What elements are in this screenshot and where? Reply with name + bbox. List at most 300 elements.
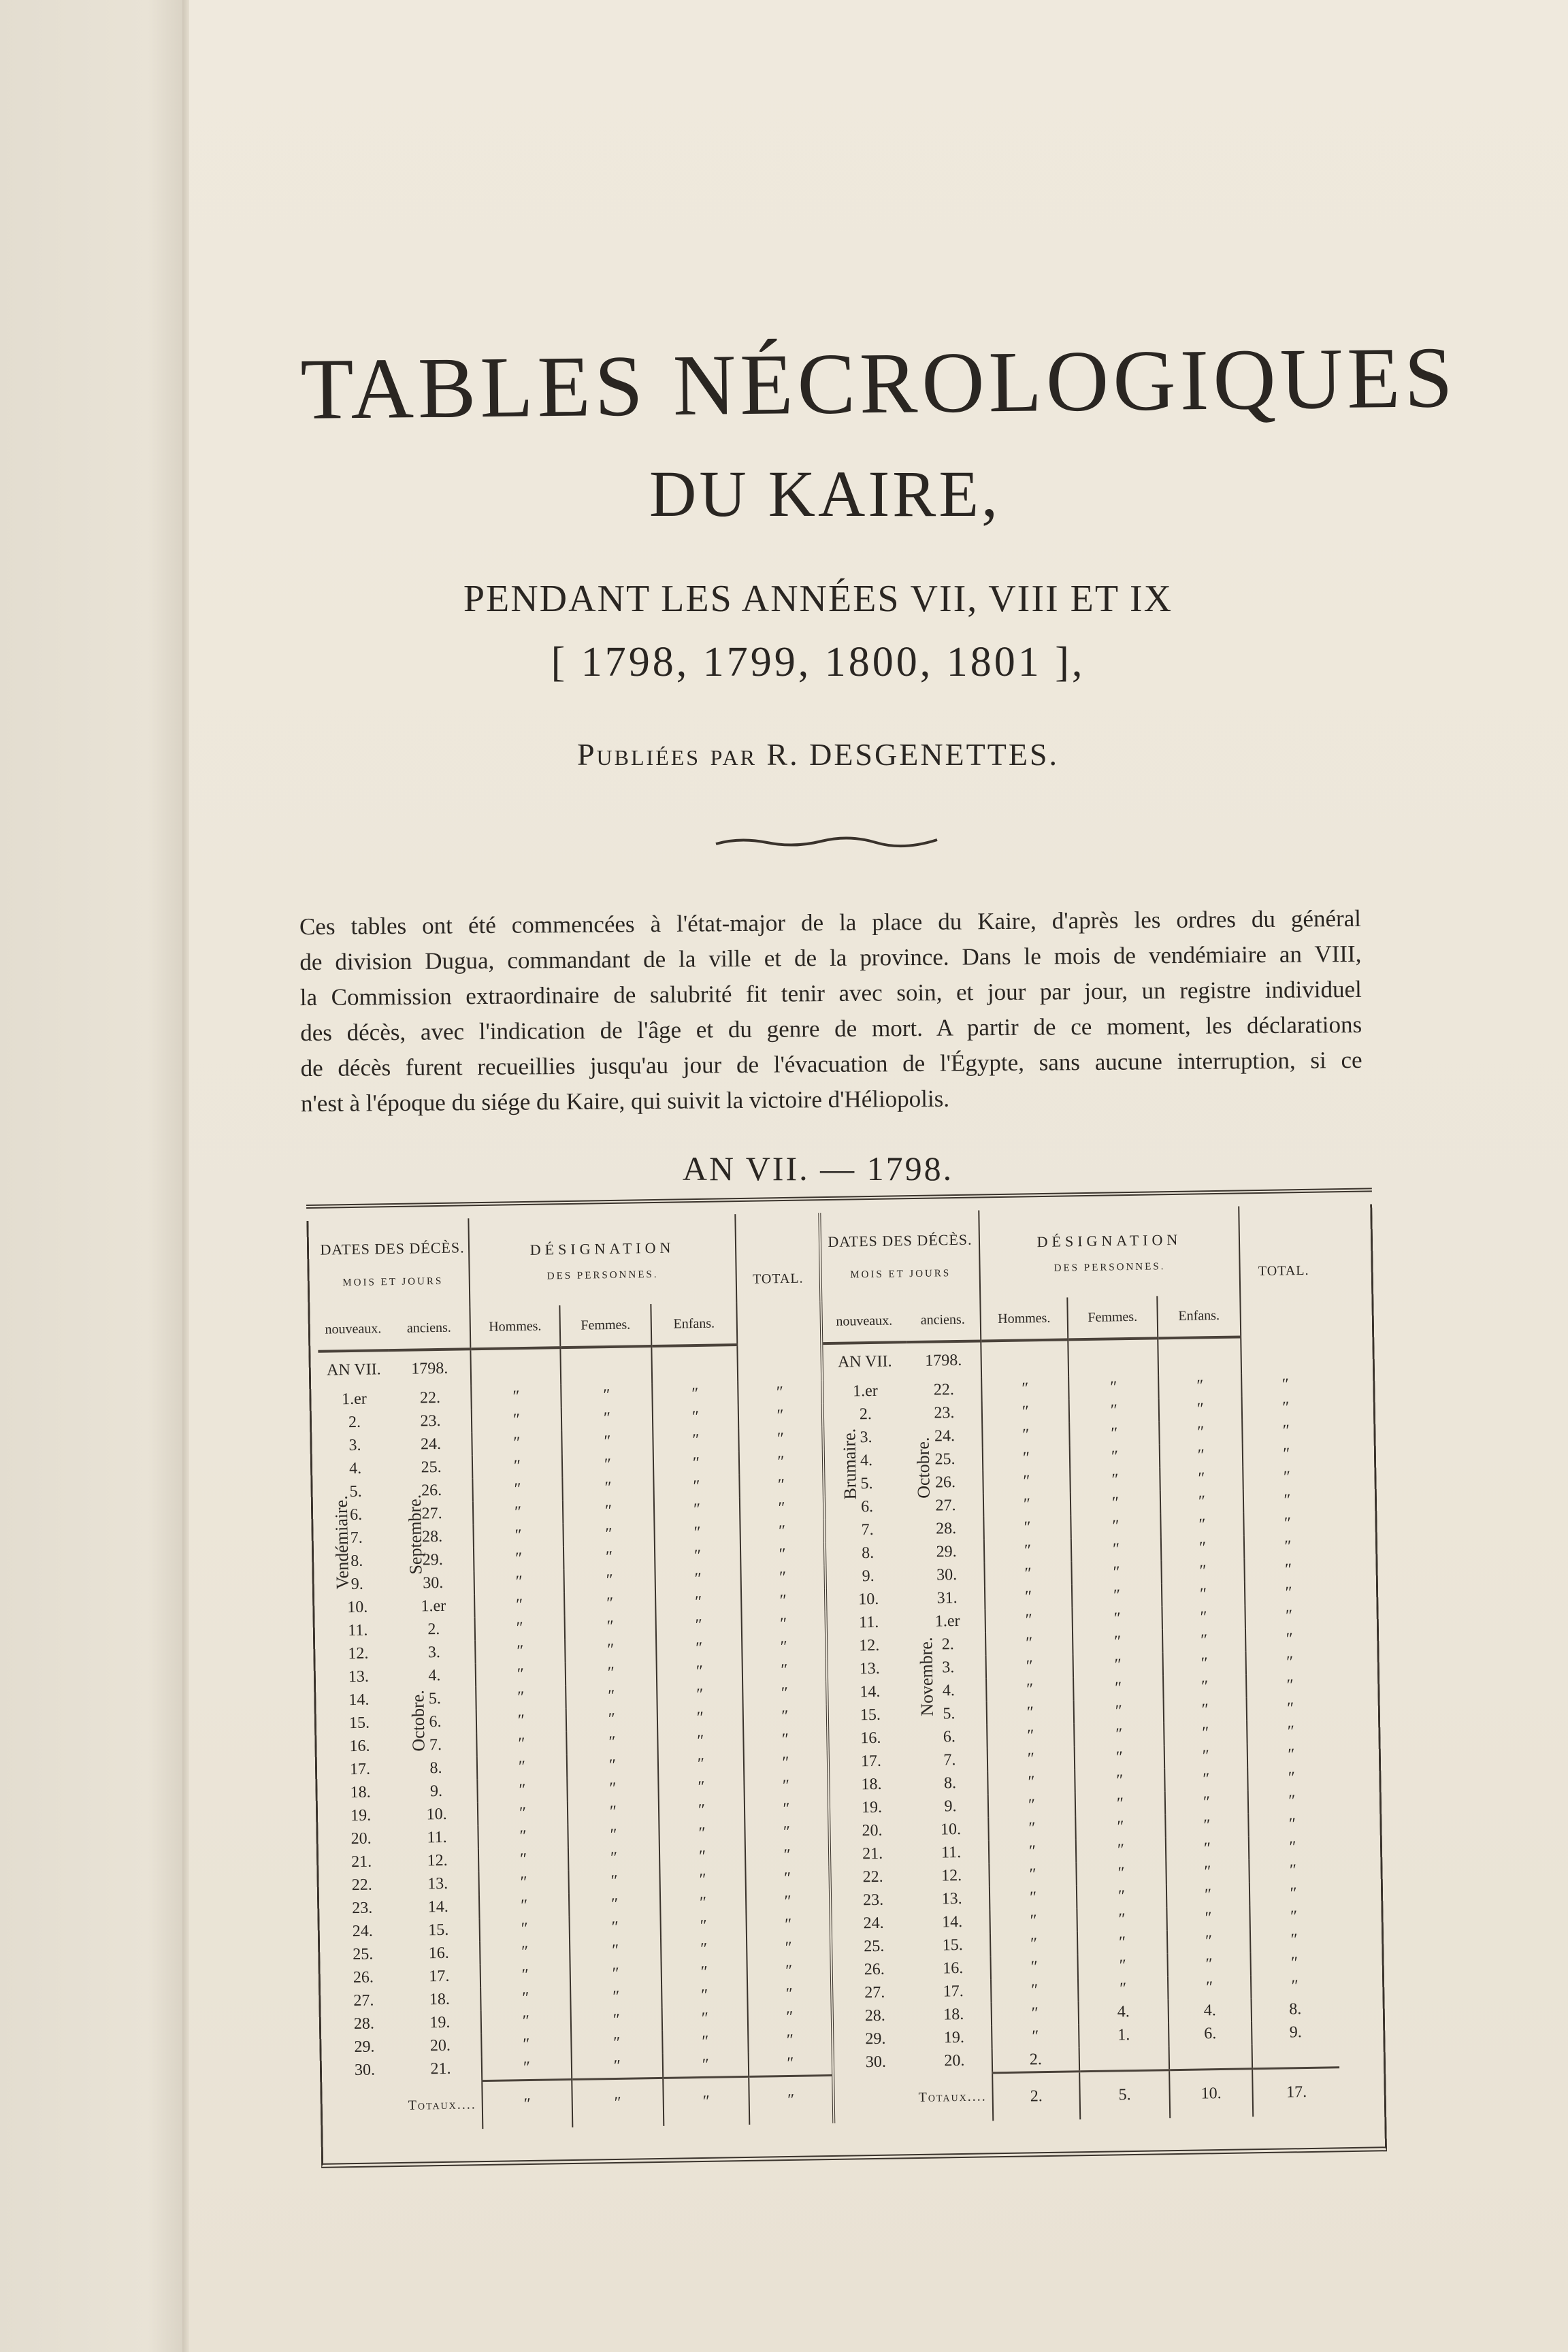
total-value: ″ bbox=[740, 1519, 825, 1544]
month-label: Septembre. bbox=[404, 1494, 426, 1575]
hommes-value: ″ bbox=[476, 1662, 566, 1686]
day-nouveau: 11. bbox=[348, 1621, 368, 1639]
femmes-value: ″ bbox=[1071, 1490, 1161, 1515]
total-value: ″ bbox=[740, 1565, 826, 1590]
hommes-value: 2. bbox=[992, 2047, 1080, 2073]
hommes-header: Hommes. bbox=[980, 1297, 1068, 1341]
total-sum: ″ bbox=[572, 2078, 664, 2127]
dates-header bbox=[819, 1210, 980, 1301]
day-ancien: 28. bbox=[909, 1516, 984, 1541]
day-ancien: 17. bbox=[916, 1979, 992, 2004]
femmes-value: ″ bbox=[568, 1869, 660, 1893]
enfans-value: ″ bbox=[1162, 1605, 1245, 1629]
total-value: ″ bbox=[1284, 1514, 1292, 1532]
designation-header bbox=[468, 1214, 736, 1307]
day-nouveau: 6. bbox=[349, 1505, 363, 1524]
page-title: TABLES NÉCROLOGIQUES bbox=[299, 329, 1458, 438]
day-ancien: 16. bbox=[915, 1956, 991, 1980]
femmes-value: ″ bbox=[561, 1406, 653, 1431]
necrology-table bbox=[306, 1188, 1387, 2168]
enfans-value: ″ bbox=[656, 1636, 742, 1661]
enfans-value: ″ bbox=[654, 1497, 740, 1522]
femmes-value: ″ bbox=[1073, 1676, 1164, 1700]
enfans-value: ″ bbox=[657, 1659, 743, 1684]
day-ancien: 1.er bbox=[910, 1609, 985, 1633]
enfans-value: ″ bbox=[660, 1891, 747, 1915]
day-nouveau: 4. bbox=[348, 1459, 362, 1477]
day-nouveau: 6. bbox=[860, 1497, 874, 1516]
total-value: ″ bbox=[1285, 1606, 1293, 1624]
day-nouveau: 1.er bbox=[341, 1390, 368, 1408]
total-value: ″ bbox=[742, 1681, 828, 1705]
femmes-value: ″ bbox=[566, 1684, 657, 1708]
total-value: ″ bbox=[738, 1426, 823, 1451]
enfans-value: ″ bbox=[1161, 1558, 1245, 1583]
month-label: Vendémiaire. bbox=[331, 1495, 353, 1590]
day-ancien: 20. bbox=[399, 2034, 482, 2058]
enfans-value: ″ bbox=[655, 1544, 741, 1568]
designation-header bbox=[979, 1206, 1240, 1298]
femmes-value: ″ bbox=[1075, 1768, 1165, 1793]
hommes-value: ″ bbox=[475, 1639, 566, 1663]
enfans-value: ″ bbox=[1161, 1535, 1245, 1560]
hommes-value: ″ bbox=[476, 1708, 567, 1733]
intro-paragraph bbox=[299, 901, 1362, 1122]
enfans-value: ″ bbox=[1158, 1373, 1242, 1398]
day-nouveau: 8. bbox=[350, 1552, 363, 1570]
total-value: ″ bbox=[744, 1774, 829, 1798]
femmes-value: ″ bbox=[564, 1568, 655, 1592]
total-sum: 2. bbox=[992, 2072, 1080, 2121]
day-nouveau: 21. bbox=[350, 1852, 372, 1871]
hommes-value: ″ bbox=[476, 1731, 567, 1756]
ornament-divider bbox=[713, 832, 941, 852]
day-ancien: 5. bbox=[912, 1701, 987, 1726]
cell bbox=[470, 1348, 561, 1386]
total-value: ″ bbox=[1282, 1398, 1290, 1417]
total-value: ″ bbox=[742, 1635, 827, 1659]
enfans-value: ″ bbox=[1164, 1767, 1248, 1791]
femmes-value: ″ bbox=[570, 1938, 662, 1963]
femmes-value: ″ bbox=[571, 2008, 663, 2032]
day-nouveau: 23. bbox=[862, 1891, 884, 1909]
hommes-value: ″ bbox=[982, 1422, 1070, 1447]
femmes-value: ″ bbox=[1074, 1722, 1164, 1746]
femmes-value: ″ bbox=[1075, 1745, 1165, 1769]
day-ancien: 7. bbox=[913, 1748, 988, 1772]
day-ancien: 15. bbox=[915, 1933, 991, 1957]
day-ancien: 10. bbox=[396, 1802, 478, 1827]
total-value: ″ bbox=[745, 1866, 830, 1891]
enfans-value: ″ bbox=[658, 1775, 745, 1799]
femmes-value: ″ bbox=[1073, 1629, 1163, 1654]
femmes-value: ″ bbox=[1075, 1791, 1166, 1816]
enfans-value: ″ bbox=[653, 1405, 739, 1429]
hommes-value: ″ bbox=[986, 1654, 1074, 1678]
total-value: ″ bbox=[746, 1912, 831, 1937]
femmes-value: ″ bbox=[563, 1499, 655, 1523]
personnes-label: DES PERSONNES. bbox=[1054, 1260, 1166, 1274]
day-ancien: 24. bbox=[390, 1432, 472, 1456]
years-line: PENDANT LES ANNÉES VII, VIII ET IX bbox=[463, 578, 1173, 620]
total-value: ″ bbox=[741, 1588, 826, 1613]
an-label: AN VII. bbox=[326, 1360, 381, 1379]
total-value: ″ bbox=[1287, 1722, 1295, 1740]
femmes-value: 1. bbox=[1079, 2023, 1169, 2047]
section-title: AN VII. — 1798. bbox=[682, 1149, 954, 1188]
designation-title: DÉSIGNATION bbox=[1036, 1230, 1182, 1250]
femmes-value: ″ bbox=[570, 1984, 662, 2009]
total-value: ″ bbox=[745, 1843, 830, 1867]
day-nouveau: 24. bbox=[352, 1922, 373, 1940]
death-table bbox=[316, 1205, 1340, 2131]
day-ancien: 28. bbox=[391, 1524, 474, 1549]
total-value: ″ bbox=[1290, 1907, 1298, 1925]
mois-jours-label: MOIS ET JOURS bbox=[342, 1275, 444, 1288]
day-nouveau: 14. bbox=[860, 1682, 881, 1701]
day-ancien: 23. bbox=[907, 1401, 983, 1425]
day-ancien: 4. bbox=[394, 1663, 476, 1688]
femmes-value: ″ bbox=[570, 1961, 662, 1986]
total-value: ″ bbox=[1291, 1976, 1298, 1995]
femmes-value: ″ bbox=[569, 1892, 661, 1916]
day-ancien: 14. bbox=[397, 1895, 480, 1919]
day-nouveau: 16. bbox=[349, 1737, 370, 1755]
day-ancien: 27. bbox=[391, 1501, 474, 1526]
femmes-value: ″ bbox=[568, 1846, 660, 1870]
day-nouveau: 10. bbox=[858, 1590, 879, 1608]
dates-title: DATES DES DÉCÈS. bbox=[320, 1238, 465, 1258]
day-nouveau: 25. bbox=[353, 1945, 374, 1963]
femmes-value: ″ bbox=[1069, 1398, 1160, 1422]
femmes-value: ″ bbox=[1069, 1421, 1160, 1446]
totals-label: Totaux.... bbox=[329, 2081, 483, 2132]
hommes-value: ″ bbox=[985, 1607, 1073, 1632]
enfans-value: ″ bbox=[1166, 1859, 1250, 1884]
day-nouveau: 8. bbox=[861, 1544, 875, 1562]
femmes-value: ″ bbox=[565, 1637, 657, 1662]
femmes-value: ″ bbox=[1071, 1537, 1162, 1561]
total-sum: ″ bbox=[749, 2075, 834, 2124]
total-header: TOTAL. bbox=[1258, 1262, 1309, 1279]
enfans-value: ″ bbox=[653, 1451, 740, 1475]
day-nouveau: 10. bbox=[347, 1598, 368, 1616]
cell bbox=[560, 1346, 652, 1384]
hommes-value: ″ bbox=[475, 1616, 566, 1640]
hommes-value: ″ bbox=[990, 1931, 1078, 1956]
femmes-value: ″ bbox=[571, 2031, 663, 2055]
enfans-value: ″ bbox=[653, 1428, 739, 1452]
day-ancien: 19. bbox=[399, 2010, 482, 2035]
dates-header bbox=[316, 1218, 470, 1309]
enfans-value: ″ bbox=[1162, 1651, 1246, 1676]
hommes-value: ″ bbox=[471, 1384, 561, 1409]
femmes-header: Femmes. bbox=[559, 1304, 651, 1348]
enfans-value: 4. bbox=[1169, 1998, 1252, 2023]
enfans-value: ″ bbox=[661, 1937, 747, 1961]
day-ancien: 12. bbox=[914, 1863, 990, 1888]
enfans-value: ″ bbox=[653, 1474, 740, 1499]
total-value: ″ bbox=[1286, 1652, 1294, 1671]
enfans-value: ″ bbox=[1164, 1720, 1247, 1745]
day-ancien: 24. bbox=[907, 1424, 983, 1448]
femmes-value: ″ bbox=[567, 1753, 659, 1778]
hommes-value: ″ bbox=[472, 1431, 562, 1455]
femmes-value: ″ bbox=[561, 1429, 653, 1454]
total-value: ″ bbox=[740, 1542, 826, 1567]
enfans-value: ″ bbox=[1166, 1882, 1250, 1907]
hommes-value: ″ bbox=[986, 1677, 1074, 1701]
total-value: ″ bbox=[740, 1496, 825, 1520]
paragraph-line: Ces tables ont été commencées à l'état-major de la place du Kaire, d'après les ordres du général bbox=[299, 904, 1362, 941]
day-ancien: 14. bbox=[915, 1910, 990, 1934]
total-value: ″ bbox=[1290, 1930, 1298, 1948]
cell bbox=[1158, 1337, 1241, 1375]
day-ancien: 30. bbox=[392, 1571, 474, 1595]
enfans-value: ″ bbox=[657, 1705, 744, 1730]
femmes-value bbox=[1079, 2046, 1170, 2072]
hommes-value: ″ bbox=[473, 1523, 564, 1548]
enfans-value: ″ bbox=[660, 1914, 747, 1938]
total-value: ″ bbox=[743, 1727, 828, 1752]
hommes-value: ″ bbox=[472, 1407, 562, 1432]
day-ancien: 21. bbox=[400, 2057, 483, 2082]
day-nouveau: 18. bbox=[350, 1783, 371, 1801]
day-nouveau: 29. bbox=[865, 2029, 886, 2048]
femmes-value: ″ bbox=[1077, 1953, 1168, 1978]
enfans-value: ″ bbox=[1160, 1512, 1244, 1537]
day-nouveau: 9. bbox=[350, 1575, 363, 1593]
hommes-value: ″ bbox=[472, 1477, 563, 1501]
enfans-value: ″ bbox=[663, 2053, 749, 2078]
total-value: ″ bbox=[1282, 1421, 1290, 1440]
hommes-value: ″ bbox=[480, 1940, 570, 1964]
total-value: ″ bbox=[1287, 1699, 1294, 1717]
enfans-value: ″ bbox=[1159, 1396, 1243, 1421]
total-value: ″ bbox=[747, 1959, 832, 1983]
hommes-value: ″ bbox=[983, 1492, 1071, 1516]
month-label: Novembre. bbox=[916, 1637, 937, 1716]
femmes-value: ″ bbox=[566, 1730, 658, 1754]
enfans-value: ″ bbox=[1160, 1443, 1243, 1467]
total-value: ″ bbox=[1286, 1676, 1294, 1694]
hommes-value: ″ bbox=[984, 1538, 1072, 1563]
cell bbox=[651, 1345, 738, 1383]
enfans-value: ″ bbox=[1168, 1975, 1252, 1999]
femmes-value: ″ bbox=[563, 1522, 655, 1546]
enfans-value: ″ bbox=[1166, 1836, 1250, 1861]
enfans-value: ″ bbox=[1165, 1790, 1249, 1814]
femmes-value: ″ bbox=[1070, 1444, 1160, 1469]
enfans-value bbox=[1169, 2044, 1253, 2070]
enfans-value: ″ bbox=[1167, 1952, 1251, 1976]
total-value: 8. bbox=[1289, 1999, 1302, 2018]
enfans-value: ″ bbox=[657, 1729, 744, 1753]
total-sum: 17. bbox=[1252, 2068, 1340, 2117]
hommes-value: ″ bbox=[983, 1515, 1071, 1539]
hommes-value: ″ bbox=[992, 2001, 1079, 2025]
femmes-value: ″ bbox=[568, 1823, 659, 1847]
paragraph-line: des décès, avec l'indication de l'âge et du genre de mort. A partir de ce moment, les déclarations bbox=[300, 1011, 1362, 1047]
total-sum: 5. bbox=[1079, 2070, 1170, 2119]
total-value bbox=[1252, 2043, 1340, 2069]
day-ancien: 16. bbox=[398, 1941, 480, 1965]
hommes-value: ″ bbox=[985, 1631, 1073, 1655]
dates-line: [ 1798, 1799, 1800, 1801 ], bbox=[551, 639, 1085, 685]
day-nouveau: 21. bbox=[862, 1844, 883, 1863]
day-nouveau: 16. bbox=[860, 1729, 881, 1747]
femmes-value: ″ bbox=[1077, 1930, 1168, 1955]
enfans-value: ″ bbox=[659, 1821, 745, 1846]
day-ancien: 30. bbox=[909, 1563, 985, 1587]
total-value: ″ bbox=[749, 2051, 834, 2076]
day-nouveau: 22. bbox=[351, 1876, 372, 1894]
total-value: ″ bbox=[1288, 1745, 1295, 1763]
femmes-value: 4. bbox=[1079, 1999, 1169, 2024]
hommes-value: ″ bbox=[987, 1769, 1075, 1794]
day-nouveau: 7. bbox=[861, 1520, 874, 1539]
day-nouveau: 25. bbox=[864, 1937, 885, 1955]
day-nouveau: 17. bbox=[349, 1760, 371, 1778]
total-value: ″ bbox=[746, 1889, 831, 1914]
femmes-value: ″ bbox=[564, 1545, 655, 1569]
paragraph-line: n'est à l'époque du siége du Kaire, qui suivit la victoire d'Héliopolis. bbox=[300, 1085, 950, 1117]
hommes-value: ″ bbox=[480, 1986, 571, 2010]
day-nouveau: 15. bbox=[860, 1705, 881, 1724]
day-ancien: 6. bbox=[912, 1725, 987, 1749]
hommes-value: ″ bbox=[478, 1801, 568, 1825]
total-value: ″ bbox=[1290, 1953, 1298, 1972]
day-nouveau: 15. bbox=[348, 1714, 370, 1732]
day-ancien: 8. bbox=[913, 1771, 988, 1795]
hommes-value: ″ bbox=[989, 1839, 1077, 1863]
month-label: Octobre. bbox=[408, 1690, 429, 1752]
day-ancien: 15. bbox=[398, 1918, 480, 1942]
femmes-value: ″ bbox=[1076, 1861, 1166, 1885]
day-ancien: 10. bbox=[913, 1817, 989, 1842]
hommes-value: ″ bbox=[472, 1454, 563, 1478]
day-nouveau: 29. bbox=[354, 2038, 375, 2056]
day-nouveau: 19. bbox=[861, 1798, 883, 1816]
day-ancien: 7. bbox=[395, 1733, 477, 1757]
total-value: ″ bbox=[1286, 1629, 1293, 1648]
day-ancien: 3. bbox=[911, 1655, 987, 1680]
enfans-value: ″ bbox=[1164, 1744, 1248, 1768]
enfans-value: ″ bbox=[1167, 1929, 1251, 1953]
total-value: ″ bbox=[747, 1936, 832, 1960]
femmes-value: ″ bbox=[1077, 1884, 1167, 1908]
hommes-value: ″ bbox=[481, 2032, 572, 2057]
day-nouveau: 2. bbox=[859, 1405, 872, 1423]
total-header: TOTAL. bbox=[735, 1213, 821, 1345]
total-value: ″ bbox=[1290, 1884, 1297, 1902]
femmes-value: ″ bbox=[567, 1776, 659, 1801]
day-ancien: 11. bbox=[396, 1825, 478, 1850]
day-ancien: 27. bbox=[909, 1493, 984, 1518]
total-value: 9. bbox=[1289, 2023, 1302, 2041]
hommes-value: ″ bbox=[989, 1862, 1077, 1886]
day-ancien: 5. bbox=[394, 1686, 476, 1711]
total-value: ″ bbox=[1285, 1583, 1292, 1601]
femmes-value: ″ bbox=[1075, 1814, 1166, 1839]
day-nouveau: 26. bbox=[353, 1968, 374, 1987]
hommes-value: ″ bbox=[990, 1955, 1078, 1979]
femmes-value: ″ bbox=[566, 1661, 657, 1685]
anciens-header: anciens. bbox=[905, 1298, 981, 1342]
femmes-value: ″ bbox=[562, 1452, 654, 1477]
hommes-value: ″ bbox=[481, 2009, 572, 2034]
mois-jours-label: MOIS ET JOURS bbox=[850, 1267, 951, 1280]
total-value: ″ bbox=[742, 1612, 827, 1636]
day-nouveau: 11. bbox=[858, 1613, 879, 1631]
hommes-value: ″ bbox=[474, 1546, 564, 1571]
hommes-value: ″ bbox=[982, 1399, 1070, 1424]
day-nouveau: 26. bbox=[864, 1960, 885, 1978]
day-ancien: 25. bbox=[908, 1447, 983, 1471]
enfans-value: ″ bbox=[1162, 1628, 1246, 1652]
subtitle: DU KAIRE, bbox=[649, 457, 1000, 530]
day-ancien: 29. bbox=[909, 1539, 985, 1564]
day-ancien: 4. bbox=[911, 1678, 987, 1703]
enfans-value: ″ bbox=[659, 1844, 746, 1869]
day-ancien: 6. bbox=[395, 1710, 477, 1734]
enfans-value: ″ bbox=[657, 1682, 743, 1707]
month-label: Octobre. bbox=[913, 1437, 934, 1499]
enfans-value: ″ bbox=[662, 1983, 748, 2008]
hommes-value: ″ bbox=[482, 2055, 572, 2081]
day-nouveau: 20. bbox=[350, 1829, 372, 1848]
femmes-value: ″ bbox=[569, 1915, 661, 1940]
hommes-value: ″ bbox=[990, 1908, 1077, 1933]
day-nouveau: 12. bbox=[348, 1644, 369, 1663]
day-ancien: 9. bbox=[395, 1779, 478, 1803]
anciens-header: anciens. bbox=[388, 1307, 470, 1350]
hommes-value: ″ bbox=[480, 1963, 571, 1987]
day-nouveau: 7. bbox=[350, 1529, 363, 1547]
enfans-value: ″ bbox=[1162, 1582, 1245, 1606]
day-nouveau: 23. bbox=[352, 1899, 373, 1917]
enfans-value: ″ bbox=[1160, 1466, 1243, 1490]
femmes-value: ″ bbox=[1078, 1976, 1169, 2001]
enfans-value: ″ bbox=[659, 1798, 745, 1823]
femmes-value: ″ bbox=[1073, 1652, 1164, 1677]
enfans-value: ″ bbox=[656, 1613, 742, 1637]
dates-title: DATES DES DÉCÈS. bbox=[828, 1230, 973, 1250]
day-ancien: 9. bbox=[913, 1794, 989, 1818]
enfans-value: ″ bbox=[654, 1520, 740, 1545]
enfans-value: ″ bbox=[1166, 1906, 1250, 1930]
hommes-value: ″ bbox=[478, 1824, 568, 1848]
day-nouveau: 18. bbox=[861, 1775, 882, 1793]
hommes-value: ″ bbox=[478, 1847, 569, 1872]
day-ancien: 20. bbox=[917, 2048, 993, 2074]
femmes-value: ″ bbox=[1071, 1514, 1161, 1538]
day-nouveau: 30. bbox=[865, 2053, 887, 2072]
total-value: ″ bbox=[1284, 1490, 1291, 1509]
hommes-value: ″ bbox=[479, 1893, 570, 1918]
day-ancien: 11. bbox=[914, 1840, 990, 1865]
enfans-value: ″ bbox=[658, 1752, 745, 1776]
enfans-value: ″ bbox=[1159, 1420, 1243, 1444]
enfans-value: ″ bbox=[1163, 1674, 1247, 1699]
hommes-value: ″ bbox=[983, 1469, 1071, 1493]
total-value: ″ bbox=[1283, 1467, 1291, 1486]
total-value: ″ bbox=[739, 1473, 824, 1497]
total-value: ″ bbox=[745, 1797, 830, 1821]
hommes-value: ″ bbox=[983, 1446, 1071, 1470]
personnes-label: DES PERSONNES. bbox=[546, 1269, 659, 1281]
day-nouveau: 22. bbox=[862, 1867, 883, 1886]
